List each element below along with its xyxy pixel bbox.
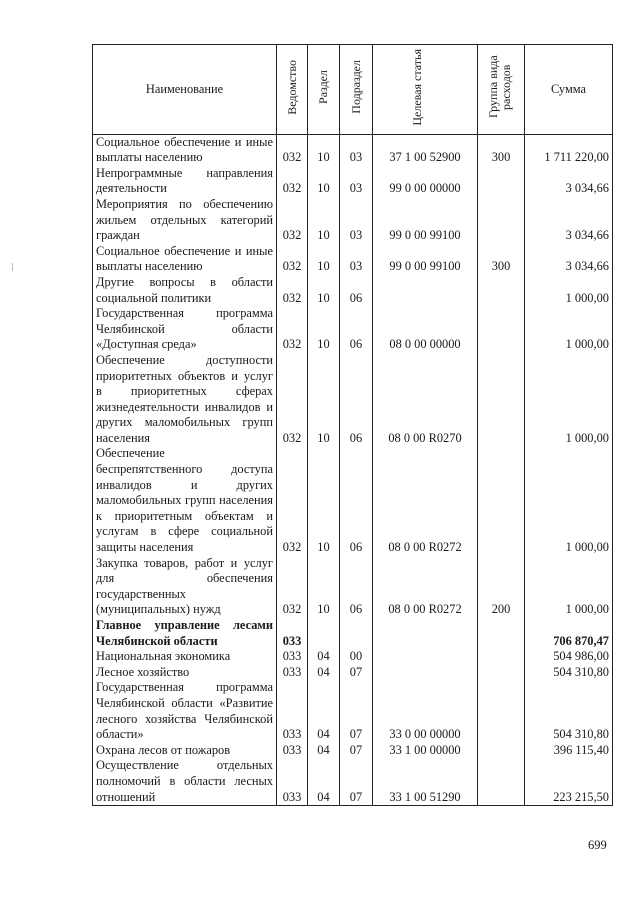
table-row bbox=[93, 134, 613, 166]
row-pr: 07 bbox=[340, 680, 373, 742]
row-sum: 504 986,00 bbox=[525, 649, 613, 665]
row-ved: 033 bbox=[277, 743, 308, 759]
row-vr: 300 bbox=[478, 134, 525, 166]
row-name: Непрограммные направления деятельности bbox=[93, 166, 277, 197]
row-vr bbox=[478, 758, 525, 805]
table-row bbox=[93, 306, 613, 353]
table-row bbox=[93, 618, 613, 649]
row-name: Закупка товаров, работ и услуг для обеспечения государственных (муниципальных) нужд bbox=[93, 556, 277, 618]
row-vr bbox=[478, 353, 525, 447]
row-vr bbox=[478, 649, 525, 665]
row-vr bbox=[478, 446, 525, 555]
row-rz: 10 bbox=[308, 446, 340, 555]
table-row bbox=[93, 743, 613, 759]
row-rz: 04 bbox=[308, 649, 340, 665]
row-rz: 10 bbox=[308, 134, 340, 166]
row-ved: 032 bbox=[277, 556, 308, 618]
row-vr: 300 bbox=[478, 244, 525, 275]
row-sum: 1 711 220,00 bbox=[525, 134, 613, 166]
row-name: Социальное обеспечение и иные выплаты населению bbox=[93, 134, 277, 166]
row-sum: 1 000,00 bbox=[525, 446, 613, 555]
row-name: Национальная экономика bbox=[93, 649, 277, 665]
row-sum: 706 870,47 bbox=[525, 618, 613, 649]
table-row bbox=[93, 556, 613, 618]
row-pr: 06 bbox=[340, 556, 373, 618]
row-name: Осуществление отдельных полномочий в области лесных отношений bbox=[93, 758, 277, 805]
row-pr: 06 bbox=[340, 353, 373, 447]
table-row bbox=[93, 649, 613, 665]
row-rz: 10 bbox=[308, 197, 340, 244]
row-vr bbox=[478, 197, 525, 244]
row-ved: 032 bbox=[277, 244, 308, 275]
row-cs: 33 1 00 00000 bbox=[373, 743, 478, 759]
row-vr bbox=[478, 665, 525, 681]
row-rz: 04 bbox=[308, 680, 340, 742]
row-pr bbox=[340, 618, 373, 649]
header-vedomstvo: Ведомство bbox=[277, 45, 308, 135]
row-ved: 032 bbox=[277, 446, 308, 555]
header-razdel: Раздел bbox=[308, 45, 340, 135]
row-vr bbox=[478, 306, 525, 353]
row-ved: 033 bbox=[277, 680, 308, 742]
row-sum: 504 310,80 bbox=[525, 680, 613, 742]
header-name: Наименование bbox=[93, 45, 277, 135]
row-ved: 032 bbox=[277, 306, 308, 353]
row-ved: 032 bbox=[277, 197, 308, 244]
row-pr: 07 bbox=[340, 665, 373, 681]
row-vr bbox=[478, 275, 525, 306]
row-rz: 10 bbox=[308, 306, 340, 353]
table-header-row bbox=[93, 45, 613, 135]
row-name: Обеспечение беспрепятственного доступа инвалидов и других маломобильных групп населения к приоритетным объектам и услугам в сфере социальной защиты населения bbox=[93, 446, 277, 555]
row-cs bbox=[373, 649, 478, 665]
row-cs: 08 0 00 R0270 bbox=[373, 353, 478, 447]
table-row bbox=[93, 680, 613, 742]
row-name: Социальное обеспечение и иные выплаты населению bbox=[93, 244, 277, 275]
page-number: 699 bbox=[588, 838, 607, 852]
row-ved: 033 bbox=[277, 665, 308, 681]
row-vr bbox=[478, 618, 525, 649]
row-vr: 200 bbox=[478, 556, 525, 618]
row-pr: 03 bbox=[340, 134, 373, 166]
row-ved: 033 bbox=[277, 649, 308, 665]
row-sum: 3 034,66 bbox=[525, 244, 613, 275]
scan-mark bbox=[12, 263, 13, 271]
row-pr: 03 bbox=[340, 244, 373, 275]
table-row bbox=[93, 275, 613, 306]
row-pr: 06 bbox=[340, 306, 373, 353]
table-row bbox=[93, 197, 613, 244]
row-name: Мероприятия по обеспечению жильем отдельных категорий граждан bbox=[93, 197, 277, 244]
row-ved: 032 bbox=[277, 166, 308, 197]
table-row bbox=[93, 758, 613, 805]
row-cs bbox=[373, 275, 478, 306]
row-name: Охрана лесов от пожаров bbox=[93, 743, 277, 759]
row-ved: 032 bbox=[277, 353, 308, 447]
row-pr: 00 bbox=[340, 649, 373, 665]
row-vr bbox=[478, 743, 525, 759]
row-sum: 1 000,00 bbox=[525, 556, 613, 618]
row-sum: 504 310,80 bbox=[525, 665, 613, 681]
row-name: Государственная программа Челябинской области «Развитие лесного хозяйства Челябинской области» bbox=[93, 680, 277, 742]
row-pr: 03 bbox=[340, 166, 373, 197]
row-pr: 07 bbox=[340, 743, 373, 759]
row-rz: 10 bbox=[308, 244, 340, 275]
table-row bbox=[93, 446, 613, 555]
row-sum: 1 000,00 bbox=[525, 306, 613, 353]
header-podrazdel: Подраздел bbox=[340, 45, 373, 135]
budget-table bbox=[92, 44, 613, 806]
row-ved: 032 bbox=[277, 134, 308, 166]
row-cs: 37 1 00 52900 bbox=[373, 134, 478, 166]
row-cs: 99 0 00 99100 bbox=[373, 197, 478, 244]
header-summa: Сумма bbox=[525, 45, 613, 135]
row-sum: 223 215,50 bbox=[525, 758, 613, 805]
row-rz bbox=[308, 618, 340, 649]
row-rz: 04 bbox=[308, 665, 340, 681]
row-pr: 07 bbox=[340, 758, 373, 805]
table-row bbox=[93, 244, 613, 275]
row-sum: 1 000,00 bbox=[525, 353, 613, 447]
row-rz: 04 bbox=[308, 743, 340, 759]
row-cs: 08 0 00 R0272 bbox=[373, 556, 478, 618]
row-sum: 3 034,66 bbox=[525, 166, 613, 197]
row-name: Другие вопросы в области социальной политики bbox=[93, 275, 277, 306]
row-name: Главное управление лесами Челябинской области bbox=[93, 618, 277, 649]
row-rz: 10 bbox=[308, 166, 340, 197]
row-cs: 08 0 00 R0272 bbox=[373, 446, 478, 555]
row-cs bbox=[373, 618, 478, 649]
header-celevaya: Целевая статья bbox=[373, 45, 478, 135]
table-row bbox=[93, 353, 613, 447]
row-name: Государственная программа Челябинской области «Доступная среда» bbox=[93, 306, 277, 353]
row-cs: 08 0 00 00000 bbox=[373, 306, 478, 353]
row-name: Обеспечение доступности приоритетных объектов и услуг в приоритетных сферах жизнедеятельности инвалидов и других маломобильных групп населения bbox=[93, 353, 277, 447]
row-vr bbox=[478, 680, 525, 742]
row-sum: 1 000,00 bbox=[525, 275, 613, 306]
row-sum: 396 115,40 bbox=[525, 743, 613, 759]
row-rz: 10 bbox=[308, 556, 340, 618]
row-ved: 032 bbox=[277, 275, 308, 306]
row-pr: 06 bbox=[340, 446, 373, 555]
row-sum: 3 034,66 bbox=[525, 197, 613, 244]
row-ved: 033 bbox=[277, 618, 308, 649]
header-gruppa: Группа вида расходов bbox=[478, 45, 525, 135]
row-rz: 10 bbox=[308, 353, 340, 447]
row-cs bbox=[373, 665, 478, 681]
row-cs: 99 0 00 99100 bbox=[373, 244, 478, 275]
row-pr: 06 bbox=[340, 275, 373, 306]
row-vr bbox=[478, 166, 525, 197]
row-rz: 10 bbox=[308, 275, 340, 306]
table-row bbox=[93, 166, 613, 197]
row-cs: 33 0 00 00000 bbox=[373, 680, 478, 742]
row-rz: 04 bbox=[308, 758, 340, 805]
row-pr: 03 bbox=[340, 197, 373, 244]
row-cs: 33 1 00 51290 bbox=[373, 758, 478, 805]
row-name: Лесное хозяйство bbox=[93, 665, 277, 681]
table-row bbox=[93, 665, 613, 681]
row-cs: 99 0 00 00000 bbox=[373, 166, 478, 197]
row-ved: 033 bbox=[277, 758, 308, 805]
